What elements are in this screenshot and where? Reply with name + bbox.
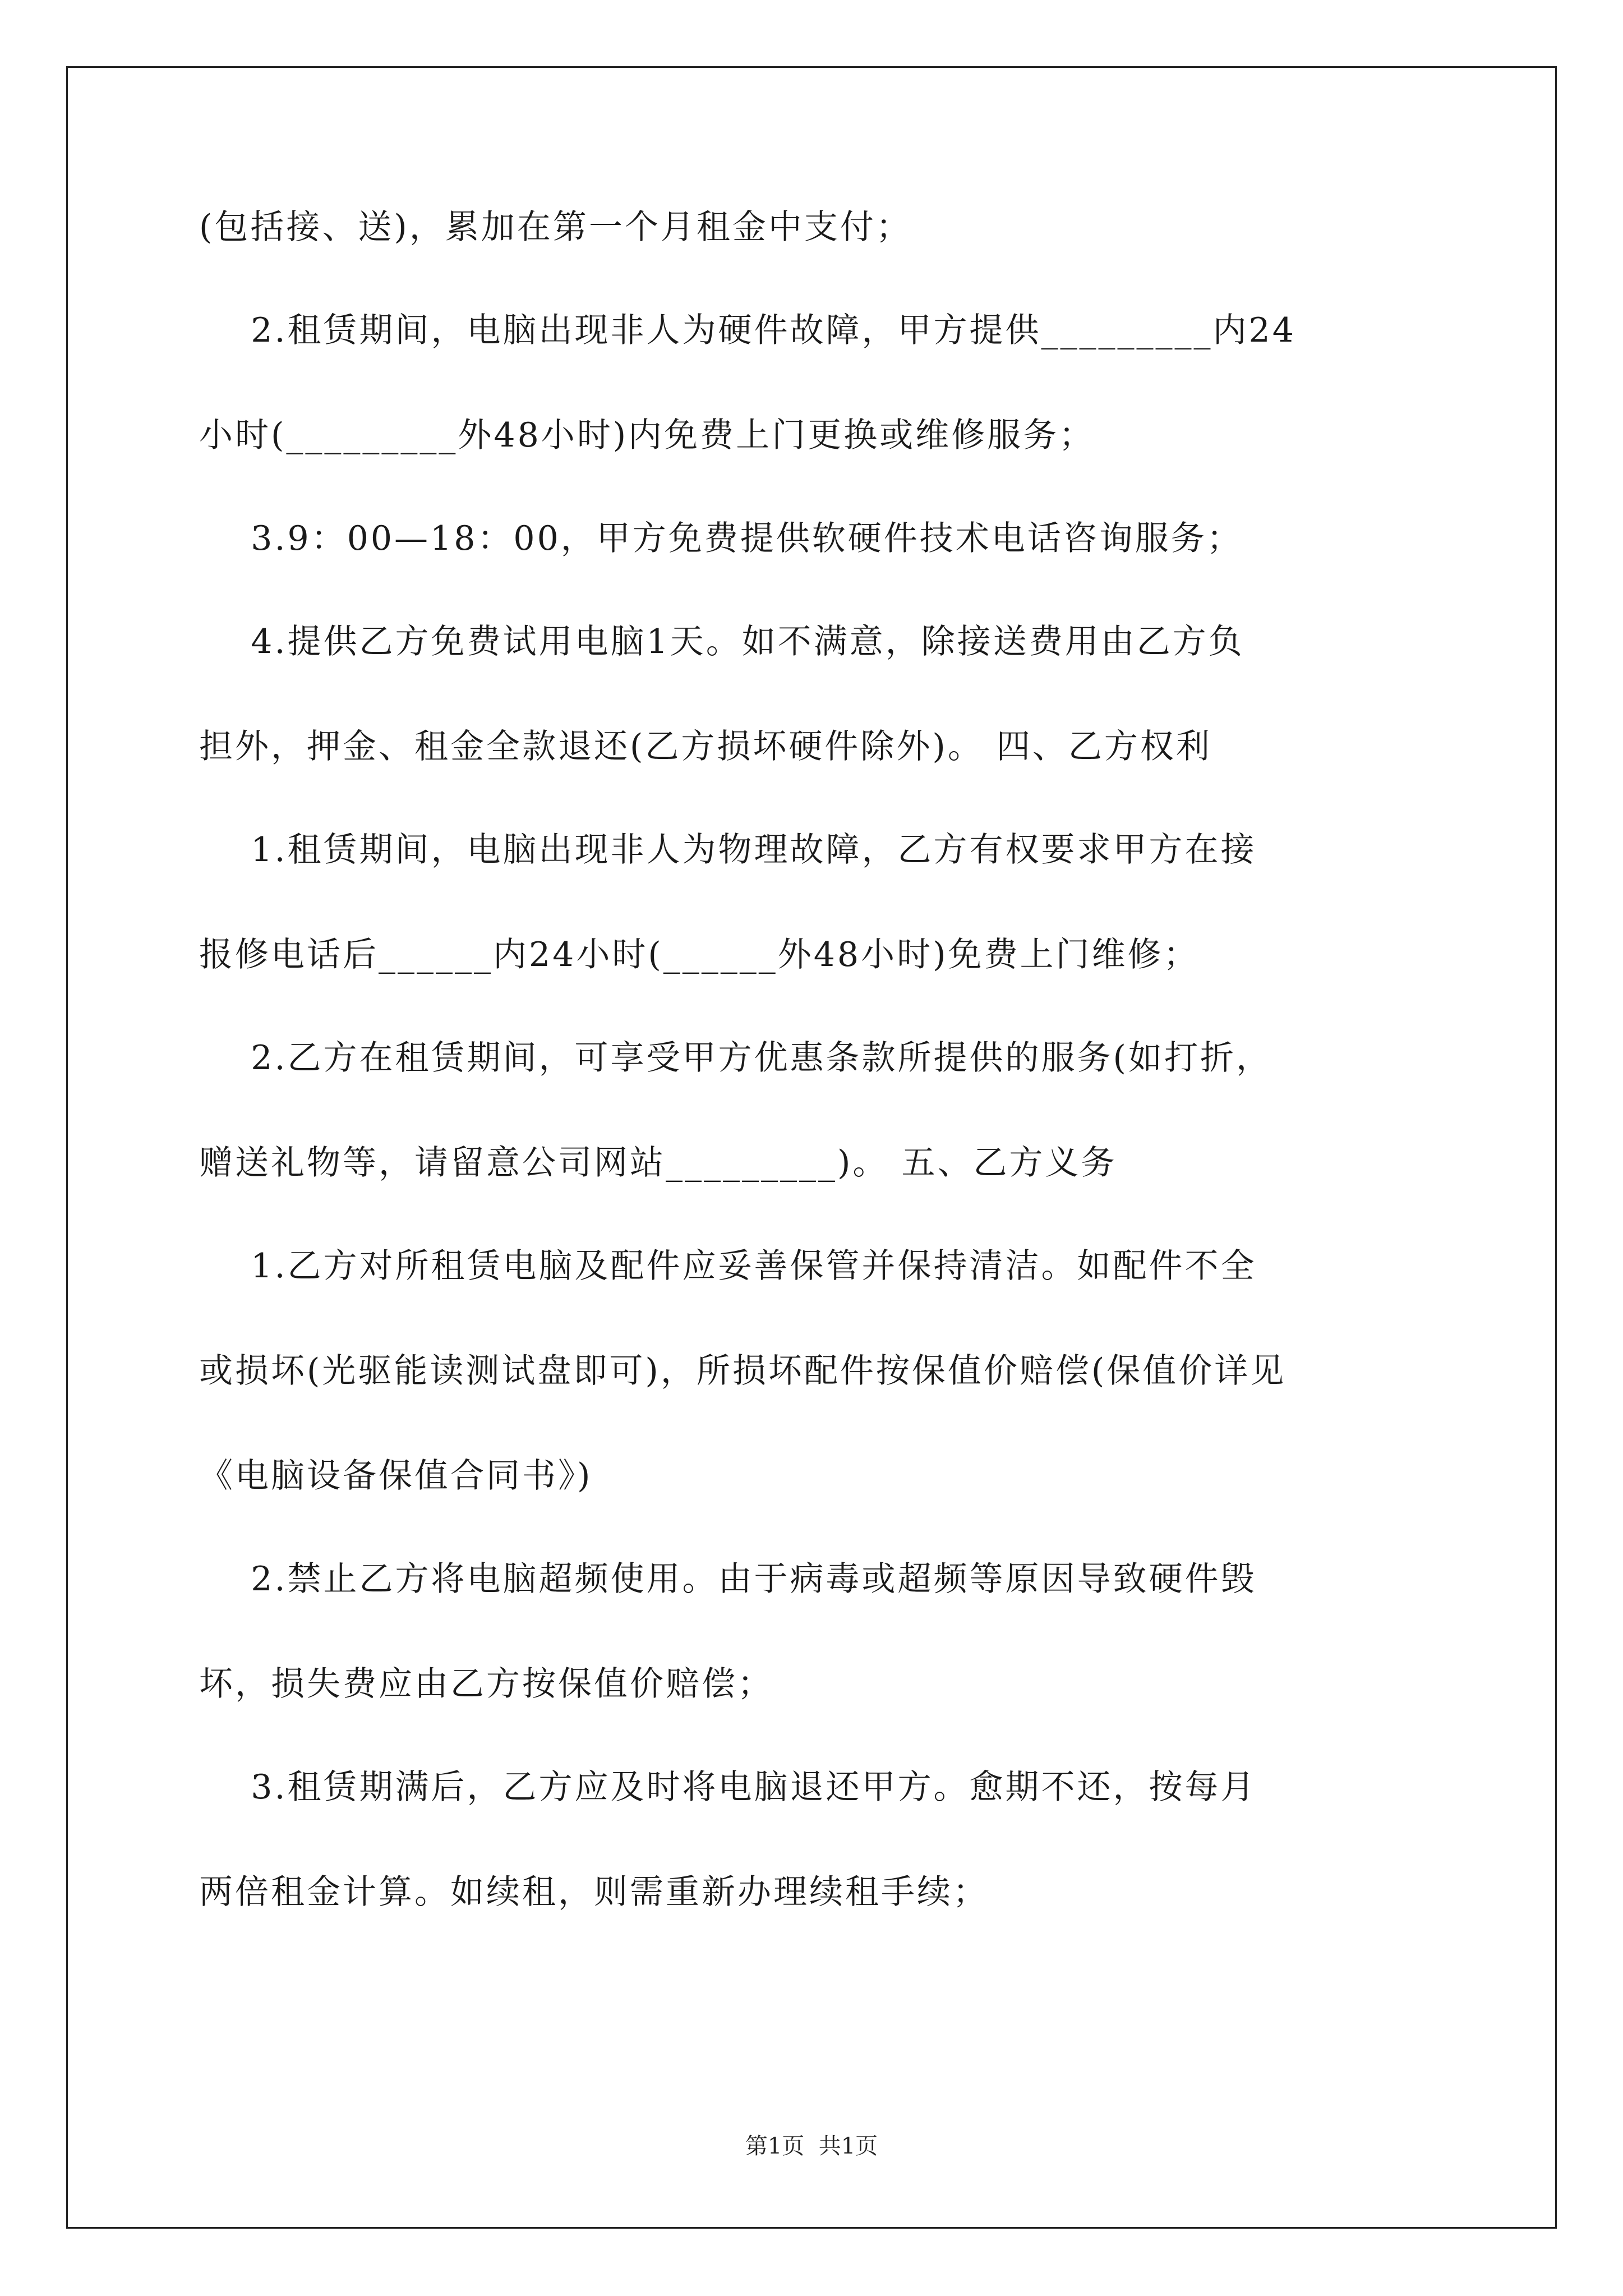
text-line: 2.租赁期间，电脑出现非人为硬件故障，甲方提供_________内24 (199, 311, 1296, 350)
text-line: 3.租赁期满后，乙方应及时将电脑退还甲方。愈期不还，按每月 (199, 1768, 1257, 1807)
text-line: 1.乙方对所租赁电脑及配件应妥善保管并保持清洁。如配件不全 (199, 1246, 1257, 1286)
document-body (199, 208, 1430, 1912)
text-line: 3.9：00—18：00，甲方免费提供软硬件技术电话咨询服务； (199, 519, 1243, 558)
text-line: 小时(_________外48小时)内免费上门更换或维修服务； (199, 416, 1095, 455)
text-line: 1.租赁期间，电脑出现非人为物理故障，乙方有权要求甲方在接 (199, 830, 1257, 869)
text-line: 或损坏(光驱能读测试盘即可)，所损坏配件按保值价赔偿(保值价详见 (199, 1351, 1287, 1391)
text-line: 赠送礼物等，请留意公司网站_________)。 五、乙方义务 (199, 1143, 1117, 1182)
text-line: 两倍租金计算。如续租，则需重新办理续租手续； (199, 1872, 989, 1912)
text-line: 2.禁止乙方将电脑超频使用。由于病毒或超频等原因导致硬件毁 (199, 1559, 1257, 1599)
text-line: (包括接、送)，累加在第一个月租金中支付； (199, 208, 912, 247)
text-line: 坏，损失费应由乙方按保值价赔偿； (199, 1664, 773, 1704)
text-line: 担外，押金、租金全款退还(乙方损坏硬件除外)。 四、乙方权利 (199, 727, 1212, 766)
page-footer: 第1页 共1页 (745, 2133, 878, 2159)
text-line: 《电脑设备保值合同书》) (199, 1456, 593, 1496)
text-line: 2.乙方在租赁期间，可享受甲方优惠条款所提供的服务(如打折， (199, 1038, 1272, 1078)
text-line: 报修电话后______内24小时(______外48小时)免费上门维修； (199, 935, 1200, 974)
text-line: 4.提供乙方免费试用电脑1天。如不满意，除接送费用由乙方负 (199, 622, 1244, 661)
